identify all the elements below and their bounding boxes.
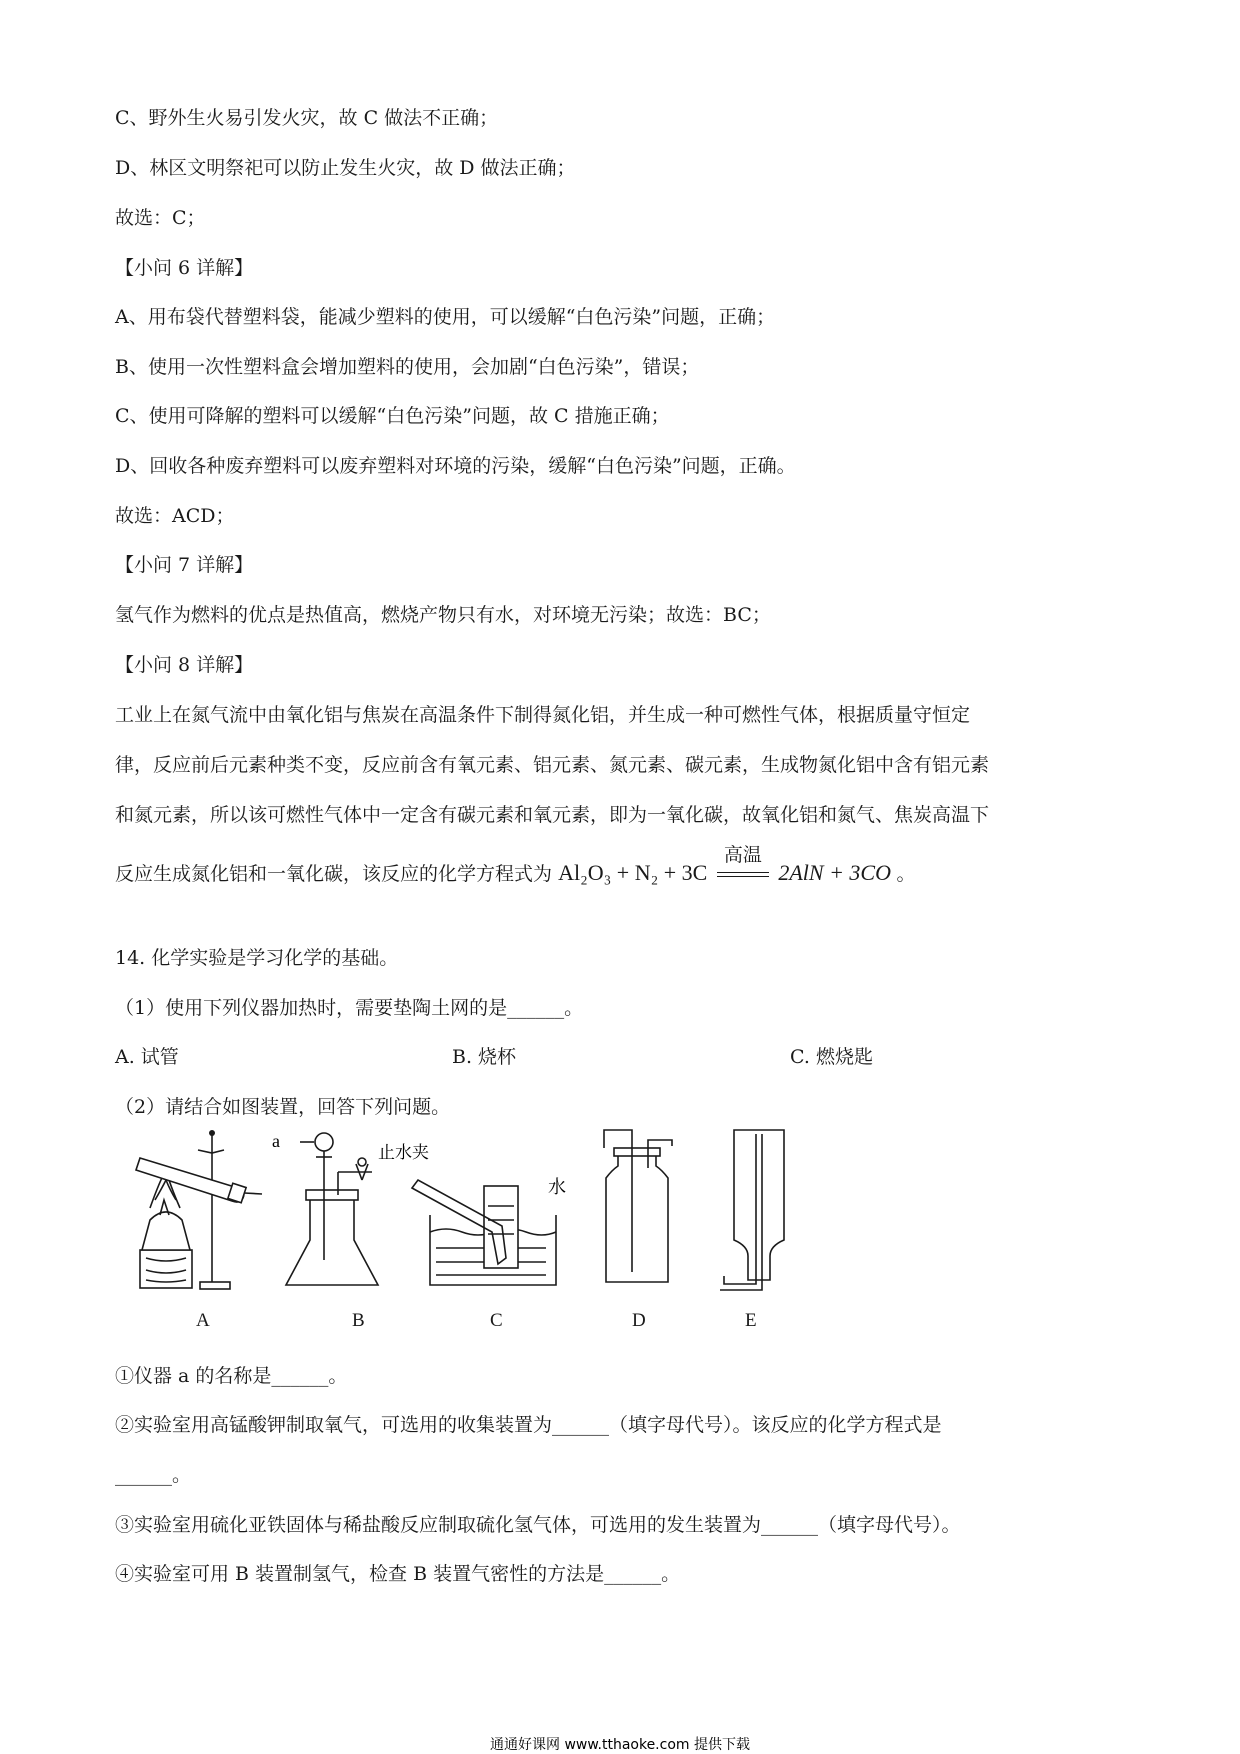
equation-suffix: 。 (896, 863, 916, 885)
sub-question-2: （2）请结合如图装置，回答下列问题。 (115, 1096, 451, 1118)
question-part-2: ②实验室用高锰酸钾制取氧气，可选用的收集装置为______（填字母代号）。该反应的化学方程式是 (115, 1414, 942, 1436)
section-heading: 【小问 8 详解】 (115, 654, 254, 676)
section-heading: 【小问 7 详解】 (115, 554, 254, 576)
equation-reactants: Al₂O₃ + N₂ + 3C (558, 860, 708, 885)
text-line: 故选：ACD； (115, 505, 235, 527)
option-b: B. 烧杯 (452, 1046, 517, 1068)
label-clamp: 止水夹 (378, 1143, 429, 1163)
apparatus-label-b: B (352, 1310, 365, 1331)
text-line: 工业上在氮气流中由氧化铝与焦炭在高温条件下制得氮化铝，并生成一种可燃性气体，根据质量守恒定 (115, 704, 971, 726)
apparatus-e-drawing (720, 1130, 784, 1290)
text-line: 氢气作为燃料的优点是热值高，燃烧产物只有水，对环境无污染；故选：BC； (115, 604, 771, 626)
text-line: 和氮元素，所以该可燃性气体中一定含有碳元素和氧元素，即为一氧化碳，故氧化铝和氮气、焦炭高温下 (115, 804, 990, 826)
question-part-3: ③实验室用硫化亚铁固体与稀盐酸反应制取硫化氢气体，可选用的发生装置为______（填字母代号）。 (115, 1514, 961, 1536)
option-c: C. 燃烧匙 (790, 1046, 873, 1068)
section-heading: 【小问 6 详解】 (115, 257, 254, 279)
text-line: C、野外生火易引发火灾，故 C 做法不正确； (115, 107, 499, 129)
question-title: 14. 化学实验是学习化学的基础。 (115, 947, 399, 969)
apparatus-c-drawing (412, 1180, 556, 1285)
apparatus-label-e: E (745, 1310, 757, 1331)
text-line: A、用布袋代替塑料袋，能减少塑料的使用，可以缓解“白色污染”问题，正确； (115, 306, 776, 328)
question-part-2-cont: ______。 (115, 1464, 192, 1486)
label-a: a (272, 1131, 280, 1151)
apparatus-label-d: D (632, 1310, 646, 1331)
equation-products: 2AlN + 3CO (778, 860, 891, 885)
text-line: B、使用一次性塑料盒会增加塑料的使用，会加剧“白色污染”，错误； (115, 356, 700, 378)
text-line: 故选：C； (115, 207, 206, 229)
sub-question-1: （1）使用下列仪器加热时，需要垫陶土网的是______。 (115, 997, 584, 1019)
text-line: 律，反应前后元素种类不变，反应前含有氧元素、铝元素、氮元素、碳元素，生成物氮化铝中含有铝元素 (115, 754, 990, 776)
apparatus-d-drawing (604, 1130, 672, 1282)
reaction-condition: 高温 (723, 844, 762, 867)
page-footer: 通通好课网 www.tthaoke.com 提供下载 (490, 1737, 750, 1753)
text-line: D、回收各种废弃塑料可以废弃塑料对环境的污染，缓解“白色污染”问题，正确。 (115, 455, 796, 477)
option-a: A. 试管 (115, 1046, 179, 1068)
text-line: C、使用可降解的塑料可以缓解“白色污染”问题，故 C 措施正确； (115, 405, 670, 427)
equation-prefix: 反应生成氮化铝和一氧化碳，该反应的化学方程式为 (115, 863, 553, 885)
label-water: 水 (548, 1177, 566, 1198)
apparatus-b-drawing (286, 1133, 378, 1285)
question-part-4: ④实验室可用 B 装置制氢气，检查 B 装置气密性的方法是______。 (115, 1563, 681, 1585)
apparatus-label-c: C (490, 1310, 503, 1331)
apparatus-a-drawing (136, 1130, 262, 1289)
question-part-1: ①仪器 a 的名称是______。 (115, 1365, 348, 1387)
text-line: D、林区文明祭祀可以防止发生火灾，故 D 做法正确； (115, 157, 576, 179)
apparatus-label-a: A (196, 1310, 210, 1331)
